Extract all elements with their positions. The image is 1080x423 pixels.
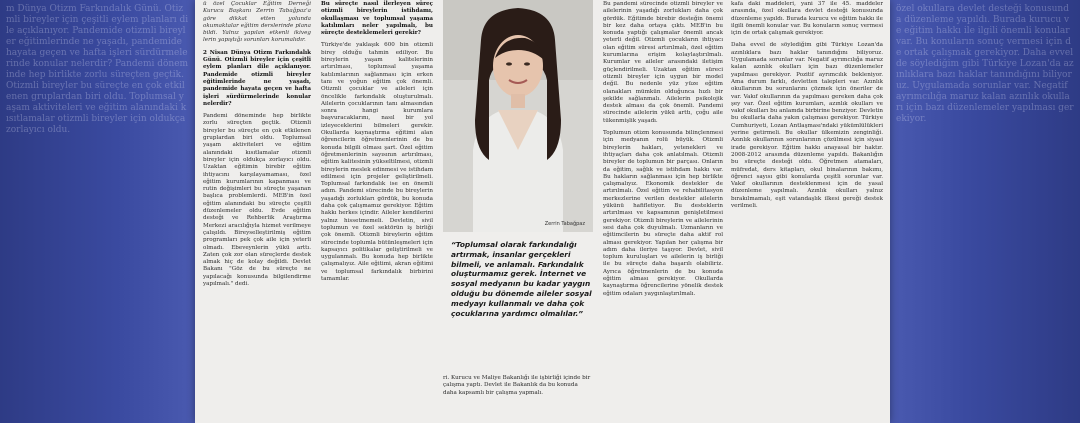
column-2 [321, 0, 433, 423]
answer-6: Daha evvel de söylediğim gibi Türkiye Lozan'da azınlıklara bazı haklar tanındığını biliyoruz. Uygulamada sorunlar var. Negatif ayrımcılığa maruz kalan azınlık okulları için bazı düzenlemeler yapılması gerekiyor. Pozitif ayrımcılık bekleniyor. Ama durum farklı, devletten talepleri var. Azınlık okullarının bu sorunlarını çözmek için öneriler de var. Vakıf okullarının da yapılması gereken daha çok şey var. Özel eğitim kurumları, azınlık okulları ve vakıf okulları bu anlamda birbirine benziyor. Devletin bu okullarla daha yakın çalışması gerekiyor. Türkiye Cumhuriyeti, Lozan Antlaşması'ndaki yükümlülükleri yerine getirmeli. Bu okullar ülkemizin zenginliği. Azınlık okullarının sorunlarının çözülmesi için siyasi irade gerekiyor. Eğitim hakkı anayasal bir haktır. 2008-2012 arasında düzenleme yapıldı. Bakanlığın bu süreçte desteği oldu. Öğretmen atamaları, müfredat, ders kitapları, okul binalarının bakımı, öğrenci sayısı gibi konularda çeşitli sorunlar var. Vakıf okullarının desteklenmesi için de yasal düzenleme yapılmalı. Azınlık okulları yalnız bırakılmamalı, eşit vatandaşlık ilkesi gereği destek verilmeli. [731, 42, 883, 210]
answer-4: Toplumun otizm konusunda bilinçlenmesi için medyanın rolü büyük. Otizmli bireylerin hakları, yetenekleri ve ihtiyaçları daha çok anlatılmalı. Otizmli bireyler de toplumun bir parçası. Onların da eğitim, sağlık ve istihdam hakkı var. Bu hakların sağlanması için hep birlikte çalışmalıyız. Ekonomik destekler de artırılmalı. Özel eğitim ve rehabilitasyon merkezlerine verilen destekler ailelerin yükünü hafifletiyor. Bu desteklerin artırılması ve kapsamının genişletilmesi gerekiyor. Otizmli bireylerin ve ailelerinin sesi daha çok duyulmalı. Uzmanların ve eğitimcilerin bu süreçte daha aktif rol alması gerekiyor. Yapılan her çalışma bir adım daha ileriye taşıyor. Devlet, sivil toplum kuruluşları ve ailelerin iş birliği ile bu süreçte daha başarılı olabiliriz. Ayrıca öğretmenlerin de bu konuda eğitim alması gerekiyor. Okullarda kaynaştırma öğrencilerine yönelik destek eğitim odaları yaygınlaştırılmalı. [603, 130, 723, 297]
column-1 [203, 0, 311, 423]
pull-quote [443, 240, 593, 350]
newspaper-clipping [195, 0, 890, 423]
answer-5: kafa daki maddeleri, yani 37 ile 45. maddeler arasında, özel okullara devlet desteği konusunda düzenleme yapıldı. Burada kurucu ve eğitim hakkı ile ilgili önemli konular var. Bu konuların sonuç vermesi için de ortak çalışmak gerekiyor. [731, 1, 883, 37]
column-3 [603, 0, 723, 423]
intro-italic: ü özel Çocuklar Eğitim Derneği Kurucu Başkanı Zerrin Tabağpaz'a göre dikkat etten yolunda okumaktalar eğitim derslerinde plana bildi. Yalnız yapılan etkenli ikiveg lerin yapıştığı sorunları korumalıdır. [203, 1, 311, 44]
column-4 [731, 0, 883, 423]
answer-2: Türkiye'de yaklaşık 600 bin otizmli birey olduğu tahmin ediliyor. Bu bireylerin yaşam kalitelerinin artırılması, toplumsal yaşama katılımlarının sağlanması için erken tanı ve yoğun eğitim çok önemli. Otizmli çocuklar ve aileleri için öncelikle farkındalık oluşturulmalı. Ailelerin çocuklarının tanı almasından sonra hangi kurumlara başvuracaklarını, nasıl bir yol izleyeceklerini bilmeleri gerekir. Okullarda kaynaştırma eğitimi alan öğrencilerin öğretmenlerinin de bu konuda bilgili olması şart. Özel eğitim öğretmenlerinin sayısının artırılması, eğitim kalitesinin yükseltilmesi, otizmli bireylerin meslek edinmesi ve istihdam edilmesi için projeler geliştirilmeli. Toplumsal farkındalık ise en önemli adım. Pandemi sürecinde bu bireylerin yaşadığı zorlukları gördük, bu konuda daha çok çalışmamız gerekiyor. Eğitim hakkı herkes içindir. Aileler kendilerini yalnız hissetmemeli. Devletin, sivil toplumun ve özel sektörün iş birliği çok önemli. Otizmli bireylerin eğitim sürecinde toplumla bütünleşmeleri için kapsayıcı politikalar geliştirilmeli ve uygulanmalı. Bu konuda hep birlikte çalışmalıyız. Aile eğitimi, akran eğitimi ve toplumsal farkındalık birbirini tamamlar. [321, 42, 433, 282]
answer-3: Bu pandemi sürecinde otizmli bireyler ve ailelerinin yaşadığı zorlukları daha çok gördük. Eğitimde birebir desteğin önemi bir kez daha ortaya çıktı. MEB'in bu konuda yaptığı çalışmalar önemli ancak yeterli değil. Otizmli çocukların ihtiyacı olan eğitim süresi artırılmalı, özel eğitim kurumlarına erişim kolaylaştırılmalı. Kurumlar ve aileler arasındaki iletişim güçlendirilmeli. Uzaktan eğitim süreci otizmli bireyler için uygun bir model değil. Bu nedenle yüz yüze eğitim olanakları mümkün olduğunca hızlı bir şekilde sağlanmalı. Ailelerin psikolojik destek alması da çok önemli. Pandemi sürecinde ailelerin yükü arttı, çoğu aile tükenmişlik yaşadı. [603, 1, 723, 124]
question-2: Bu süreçte nasıl ilerleyen süreç otizmli bireylerin istihdamı, okullaşması ve toplumsal yaşama katılımları neler yapılmalı, bu süreçte desteklemeleri gerekir? [321, 1, 433, 37]
portrait-image [443, 0, 593, 232]
photo-caption: Zerrin Tabağpaz [544, 221, 585, 227]
pull-quote-text: “Toplumsal olarak farkındalığı artırmak, insanlar gerçekleri bilmeli, ve anlamalı. Farkındalık oluşturmamız gerek. İnternet ve sosyal medyanın bu kadar yaygın olduğu bu dönemde aileler sosyal medyayı kullanmalı ve daha çok çocuklarına yardımcı olmalılar.” [451, 240, 592, 318]
portrait-photo [443, 0, 593, 232]
question-1: 2 Nisan Dünya Otizm Farkındalık Günü. Otizmli bireyler için çeşitli eylem planları dile açıklanıyor. Pandemide otizmli bireyler eğitimlerinde ne yaşadı, pandemide hayata geçen ve hafta işleri sürdürmelerinde konular nelerdir? [203, 49, 311, 107]
blurred-newspaper-left: m Dünya Otizm Farkındalık Günü. Otizmli bireyler için çeşitli eylem planları dile açıklanıyor. Pandemide otizmli bireyler eğitimlerinde ne yaşadı, pandemide hayata geçen ve hafta işleri sürdürmelerinde konular nelerdir? Pandemi döneminde hep birlikte zorlu süreçten geçtik. Otizmli bireyler bu süreçte en çok etkilenen gruplardan biri oldu. Toplumsal yaşam aktiviteleri ve eğitim alanındaki kısıtlamalar otizmli bireyler için oldukça zorlayıcı oldu. [6, 4, 189, 135]
answer-1: Pandemi döneminde hep birlikte zorlu süreçten geçtik. Otizmli bireyler bu süreçte en çok etkilenen gruplardan biri oldu. Toplumsal yaşam aktiviteleri ve eğitim alanındaki kısıtlamalar otizmli bireyler için oldukça zorlayıcı oldu. Uzaktan eğitimin birebir eğitim ihtiyacını karşılayamaması, özel eğitim kurumlarının kapanması ve rutin değişimleri bu süreçte yaşanan başlıca problemlerdi. MEB'in özel eğitim alanındaki bu süreçte çeşitli düzenlemeler oldu. Evde eğitim desteği ve Rehberlik Araştırma Merkezi aracılığıyla hizmet verilmeye çalışıldı. Bireyselleştirilmiş eğitim programları pek çok aile için yeterli olmadı. Ebeveynlerin yükü arttı. Zaten çok zor olan süreçlerde destek almak hiç de kolay değildi. Devlet Bakanı "Göz de bu süreçte ne yapılacağı konusunda bilgilendirme yapılmalı." dedi. [203, 113, 311, 287]
blurred-newspaper-right: özel okullara devlet desteği konusunda düzenleme yapıldı. Burada kurucu ve eğitim hakkı ile ilgili önemli konular var. Bu konuların sonuç vermesi için de ortak çalışmak gerekiyor. Daha evvel de söylediğim gibi Türkiye Lozan'da azınlıklara bazı haklar tanındığını biliyoruz. Uygulamada sorunlar var. Negatif ayrımcılığa maruz kalan azınlık okulları için bazı düzenlemeler yapılması gerekiyor. [896, 4, 1074, 124]
photo-footer-text: ri. Kurucu ve Maliye Bakanlığı ile işbirliği içinde bir çalışma yaptı. Devlet ile Bakanlık da bu konuda daha kapsamlı bir çalışma yapmalı. [443, 375, 591, 396]
